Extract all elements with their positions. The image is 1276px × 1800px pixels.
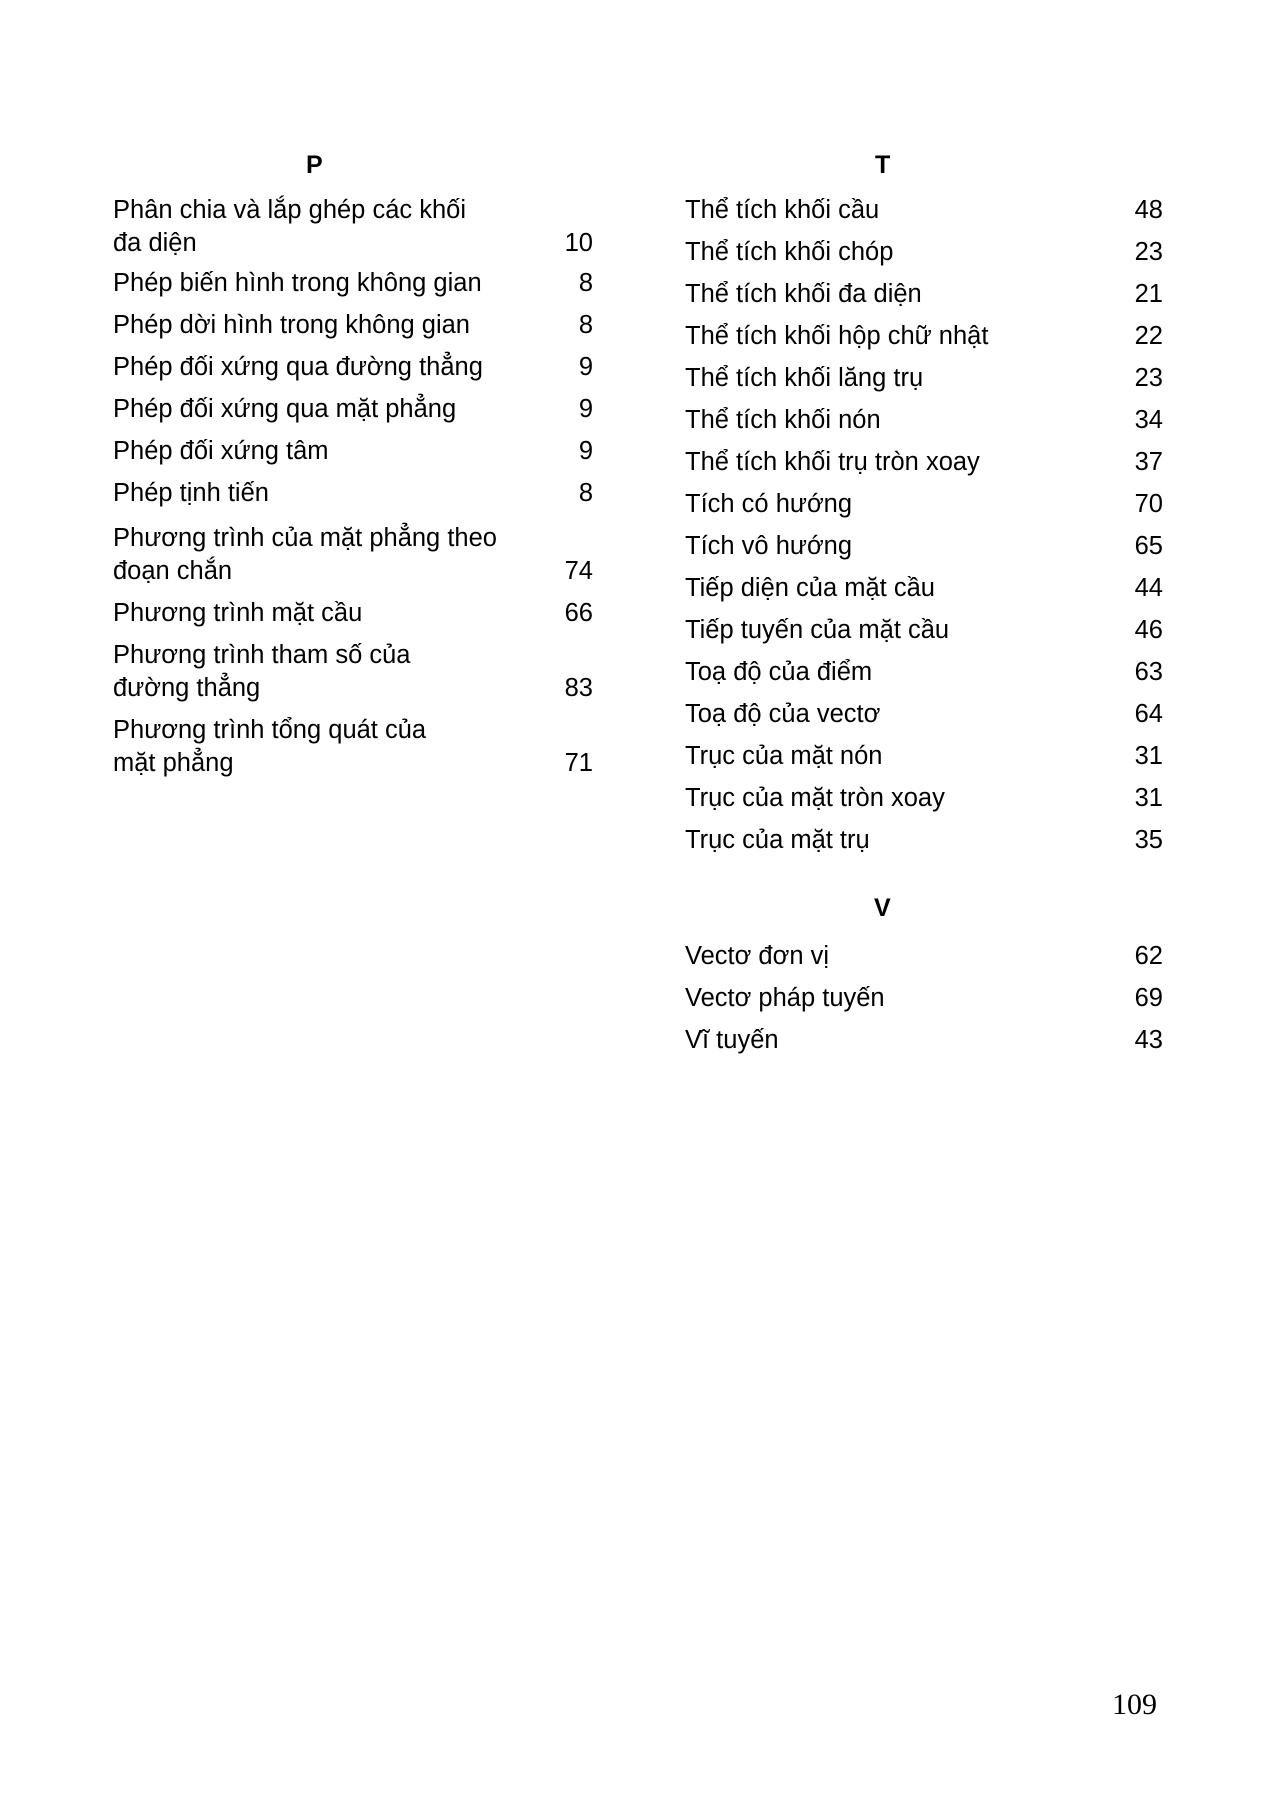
index-term: Thể tích khối chóp xyxy=(685,238,894,266)
index-term: Phép đối xứng qua đường thẳng xyxy=(113,353,483,381)
index-entry xyxy=(113,351,593,384)
index-term: Phép tịnh tiến xyxy=(113,479,269,507)
index-term: Thể tích khối cầu xyxy=(685,196,880,224)
index-page-number: 66 xyxy=(564,599,593,627)
index-term: Thể tích khối hộp chữ nhật xyxy=(685,322,989,350)
index-term-continued: đường thẳng xyxy=(113,674,261,702)
index-entry xyxy=(113,435,593,468)
index-entry xyxy=(685,278,1163,311)
index-term: Tích có hướng xyxy=(685,490,853,518)
index-entry xyxy=(685,488,1163,521)
index-term: Phân chia và lắp ghép các khối xyxy=(113,196,466,224)
index-term: Trục của mặt nón xyxy=(685,742,883,770)
index-page-number: 8 xyxy=(578,311,593,339)
index-entry xyxy=(685,194,1163,227)
index-entry xyxy=(685,824,1163,857)
index-page-number: 83 xyxy=(564,674,593,702)
index-page-number: 35 xyxy=(1134,826,1163,854)
index-page-number: 65 xyxy=(1134,532,1163,560)
index-term-continued: đoạn chắn xyxy=(113,557,233,585)
index-page-number: 70 xyxy=(1134,490,1163,518)
index-term: Tiếp tuyến của mặt cầu xyxy=(685,616,950,644)
index-page-number: 62 xyxy=(1134,942,1163,970)
index-entry xyxy=(113,714,593,780)
page-number: 109 xyxy=(1112,1688,1157,1721)
index-page-number: 44 xyxy=(1134,574,1163,602)
index-entry xyxy=(113,309,593,342)
index-page-number: 23 xyxy=(1134,364,1163,392)
index-page-number: 9 xyxy=(578,437,593,465)
index-page-number: 69 xyxy=(1134,984,1163,1012)
index-term: Tích vô hướng xyxy=(685,532,853,560)
index-term: Thể tích khối trụ tròn xoay xyxy=(685,448,980,476)
index-page-number: 8 xyxy=(578,479,593,507)
index-term: Vectơ pháp tuyến xyxy=(685,984,885,1012)
index-entry xyxy=(685,982,1163,1015)
index-entry xyxy=(685,614,1163,647)
index-page-number: 22 xyxy=(1134,322,1163,350)
index-term: Phương trình của mặt phẳng theo xyxy=(113,524,497,552)
index-page-number: 9 xyxy=(578,353,593,381)
index-term: Phương trình mặt cầu xyxy=(113,599,363,627)
index-term: Phép biến hình trong không gian xyxy=(113,269,482,297)
index-term: Toạ độ của vectơ xyxy=(685,700,881,728)
index-term: Phép đối xứng tâm xyxy=(113,437,329,465)
index-entry xyxy=(685,740,1163,773)
index-page-number: 48 xyxy=(1134,196,1163,224)
index-page-number: 10 xyxy=(564,229,593,257)
index-term: Phép dời hình trong không gian xyxy=(113,311,470,339)
index-page-number: 74 xyxy=(564,557,593,585)
index-entry xyxy=(685,1024,1163,1057)
index-entry xyxy=(685,530,1163,563)
index-page-number: 23 xyxy=(1134,238,1163,266)
index-entry xyxy=(685,940,1163,973)
index-entry xyxy=(113,639,593,705)
index-term: Toạ độ của điểm xyxy=(685,658,873,686)
index-page-number: 64 xyxy=(1134,700,1163,728)
index-page-number: 34 xyxy=(1134,406,1163,434)
index-term: Trục của mặt tròn xoay xyxy=(685,784,945,812)
index-page-number: 21 xyxy=(1134,280,1163,308)
index-term: Phương trình tham số của xyxy=(113,641,411,669)
index-page-number: 46 xyxy=(1134,616,1163,644)
index-term: Thể tích khối lăng trụ xyxy=(685,364,924,392)
index-entry xyxy=(113,194,593,260)
index-entry xyxy=(685,320,1163,353)
index-page-number: 63 xyxy=(1134,658,1163,686)
index-term: Thể tích khối nón xyxy=(685,406,881,434)
index-page-number: 31 xyxy=(1134,784,1163,812)
index-term: Thể tích khối đa diện xyxy=(685,280,922,308)
index-entry xyxy=(113,267,593,300)
index-entry xyxy=(685,656,1163,689)
index-entry xyxy=(685,236,1163,269)
index-term: Tiếp diện của mặt cầu xyxy=(685,574,935,602)
index-entry xyxy=(113,393,593,426)
section-heading-t: T xyxy=(875,151,891,179)
index-entry xyxy=(685,362,1163,395)
index-term: Vĩ tuyến xyxy=(685,1026,779,1054)
section-heading-p: P xyxy=(306,151,323,179)
index-page-number: 37 xyxy=(1134,448,1163,476)
index-entry xyxy=(113,477,593,510)
index-entry xyxy=(685,404,1163,437)
index-entry xyxy=(685,572,1163,605)
index-page-number: 43 xyxy=(1134,1026,1163,1054)
index-entry xyxy=(113,597,593,630)
index-page-number: 31 xyxy=(1134,742,1163,770)
index-term: Phép đối xứng qua mặt phẳng xyxy=(113,395,457,423)
index-page-number: 71 xyxy=(564,749,593,777)
index-entry xyxy=(685,446,1163,479)
section-heading-v: V xyxy=(874,894,891,922)
index-page-number: 9 xyxy=(578,395,593,423)
index-term: Trục của mặt trụ xyxy=(685,826,870,854)
index-entry xyxy=(685,698,1163,731)
index-page-number: 8 xyxy=(578,269,593,297)
index-term: Phương trình tổng quát của xyxy=(113,716,427,744)
index-entry xyxy=(685,782,1163,815)
index-term: Vectơ đơn vị xyxy=(685,942,830,970)
index-term-continued: đa diện xyxy=(113,229,197,257)
index-term-continued: mặt phẳng xyxy=(113,749,234,777)
index-entry xyxy=(113,522,593,588)
